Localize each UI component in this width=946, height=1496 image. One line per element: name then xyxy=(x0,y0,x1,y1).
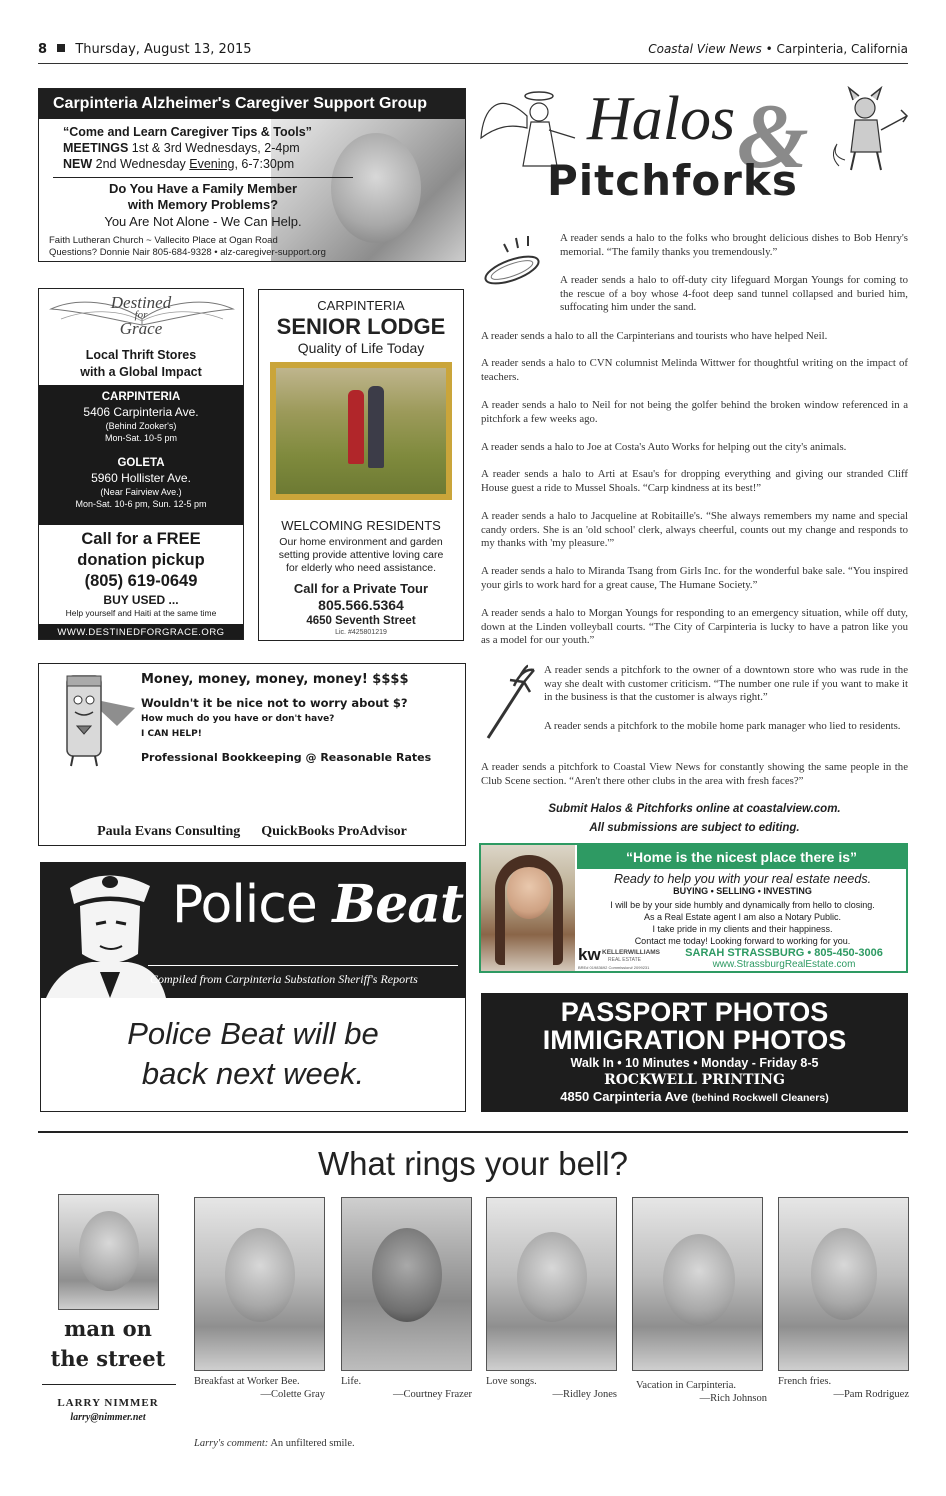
store1-note: (Behind Zooker's) xyxy=(105,421,177,431)
columnist-photo xyxy=(58,1194,159,1310)
money-line-3: I CAN HELP! xyxy=(141,729,202,739)
money-line-1: Wouldn't it be nice not to worry about $? xyxy=(141,696,408,710)
halo-item: A reader sends a halo to Morgan Youngs for responding to an emergency situation, while off duty, down at the Linden volleyball courts. “The City of Carpinteria is lucky to have a patron like you as a model for our youth.” xyxy=(481,607,908,647)
store2-address: 5960 Hollister Ave. xyxy=(91,471,191,485)
respondent-caption-5 xyxy=(778,1375,909,1401)
respondent-photo-2 xyxy=(341,1197,472,1371)
realtor-body-2: As a Real Estate agent I am also a Notary Public. xyxy=(643,912,842,922)
meetings-text: 1st & 3rd Wednesdays, 2-4pm xyxy=(131,141,300,155)
passport-line-4: ROCKWELL PRINTING xyxy=(604,1072,785,1088)
store1-name: CARPINTERIA xyxy=(101,391,181,403)
superhero-coin-icon xyxy=(47,668,137,768)
realtor-ad xyxy=(479,843,908,973)
respondent-photo-5 xyxy=(778,1197,909,1371)
larrys-comment xyxy=(194,1437,594,1450)
alz-not-alone: You Are Not Alone - We Can Help. xyxy=(104,214,302,229)
halo-icon xyxy=(480,232,552,288)
police-message-2: back next week. xyxy=(141,1056,365,1091)
lodge-name-2: SENIOR LODGE xyxy=(276,314,446,339)
page-header xyxy=(38,42,908,60)
dest-call-1: Call for a FREE xyxy=(81,530,201,548)
respondent-name: —Rich Johnson xyxy=(699,1393,767,1404)
issue-date: Thursday, August 13, 2015 xyxy=(75,42,252,57)
passport-line-5a: 4850 Carpinteria Ave xyxy=(560,1089,688,1104)
halo-item: A reader sends a halo to Arti at Esau's for dropping everything and giving our stranded Cliff House guest a ride to Mussel Shoals. “Carp kindness at its best!” xyxy=(481,468,908,494)
realtor-body-3: I take pride in my clients and their happiness. xyxy=(652,924,833,934)
header-rule xyxy=(38,63,908,64)
halos-submit-2: All submissions are subject to editing. xyxy=(589,822,800,834)
senior-lodge-ad xyxy=(258,289,464,641)
respondent-caption-4 xyxy=(636,1379,767,1405)
new-text-b: Evening xyxy=(189,157,235,171)
pitchfork-item: A reader sends a pitchfork to the owner of a downtown store who was rude in the way she dealt with customer criticism. “The number one rule if you want to make it in the business is that the customer is always right.” xyxy=(544,664,908,704)
halos-submit-1: Submit Halos & Pitchforks online at coastalview.com. xyxy=(548,803,841,815)
store2-name: GOLETA xyxy=(117,457,165,469)
money-footer-1: Paula Evans Consulting QuickBooks ProAdvisor xyxy=(97,824,407,839)
respondent-name: —Pam Rodriguez xyxy=(833,1389,909,1400)
kw-mark: kw xyxy=(578,945,601,964)
halo-item: A reader sends a halo to CVN columnist Melinda Wittwer for thoughtful writing on the impact of teachers. xyxy=(481,357,908,383)
respondent-answer: Love songs. xyxy=(486,1376,537,1387)
realtor-body-1: I will be by your side humbly and dynamically from hello to closing. xyxy=(610,900,875,910)
realtor-services: BUYING • SELLING • INVESTING xyxy=(673,886,812,896)
respondent-answer: French fries. xyxy=(778,1376,832,1387)
store1-hours: Mon-Sat. 10-5 pm xyxy=(104,433,178,443)
respondent-answer: Vacation in Carpinteria. xyxy=(636,1380,737,1391)
police-title-a: Police xyxy=(172,875,317,935)
realtor-license: BRE# 01983692 Commission# 2099231 xyxy=(578,965,650,970)
passport-line-5b: (behind Rockwell Cleaners) xyxy=(691,1092,829,1104)
lodge-name-1: CARPINTERIA xyxy=(317,298,405,313)
lodge-address: 4650 Seventh Street xyxy=(306,615,416,627)
store2-note: (Near Fairview Ave.) xyxy=(100,487,182,497)
realtor-body-4: Contact me today! Looking forward to working for you. xyxy=(634,936,851,946)
lodge-phone: 805.566.5364 xyxy=(318,597,404,613)
passport-line-2: IMMIGRATION PHOTOS xyxy=(542,1025,847,1055)
halo-item: A reader sends a halo to off-duty city lifeguard Morgan Youngs for coming to the rescue of a boy whose 4-foot deep sand tunnel collapsed and buried him, suffocating him under the sand. xyxy=(560,274,908,314)
pitchfork-item: A reader sends a pitchfork to Coastal View News for constantly showing the same people in the Club Scene section. “Aren't there other clubs in the area with fresh faces?” xyxy=(481,761,908,787)
store1-address: 5406 Carpinteria Ave. xyxy=(83,405,199,419)
halos-title-amp: & xyxy=(737,85,809,187)
devil-icon xyxy=(819,86,909,176)
respondent-name: —Courtney Frazer xyxy=(392,1389,472,1400)
respondent-photo-1 xyxy=(194,1197,325,1371)
realtor-agent: SARAH STRASSBURG • 805-450-3006 xyxy=(685,947,883,959)
logo-for: for xyxy=(134,309,148,321)
header-bullet xyxy=(57,44,65,52)
realtor-photo xyxy=(481,845,575,973)
money-line-4: Professional Bookkeeping @ Reasonable Rates xyxy=(141,751,432,764)
store2-hours: Mon-Sat. 10-6 pm, Sun. 12-5 pm xyxy=(75,499,207,509)
respondent-caption-1 xyxy=(194,1375,325,1401)
lodge-welcome: WELCOMING RESIDENTS xyxy=(281,518,441,533)
pitchfork-icon xyxy=(480,664,540,744)
dest-tag-1: Local Thrift Stores xyxy=(85,348,197,362)
passport-line-1: PASSPORT PHOTOS xyxy=(560,997,829,1027)
lodge-desc-3: for elderly who need assistance. xyxy=(286,562,436,574)
logo-grace: Grace xyxy=(119,319,163,338)
police-beat-banner xyxy=(40,862,466,998)
dest-call-2: donation pickup xyxy=(77,551,205,569)
page-number: 8 xyxy=(38,42,48,57)
alz-question-1: Do You Have a Family Member xyxy=(108,181,298,196)
halos-pitchforks-header xyxy=(479,86,909,216)
alz-question-2: with Memory Problems? xyxy=(127,197,279,212)
mos-email: larry@nimmer.net xyxy=(70,1412,146,1423)
pitchfork-item: A reader sends a pitchfork to the mobile home park manager who lied to residents. xyxy=(544,720,901,732)
dest-tag-2: with a Global Impact xyxy=(80,365,202,379)
respondent-answer: Life. xyxy=(341,1376,362,1387)
police-message-1: Police Beat will be xyxy=(127,1016,379,1051)
bookkeeping-ad xyxy=(38,663,466,846)
realtor-website: www.StrassburgRealEstate.com xyxy=(712,959,856,970)
halos-title-a: Halos xyxy=(587,85,736,153)
respondent-answer: Breakfast at Worker Bee. xyxy=(194,1376,300,1387)
lodge-call: Call for a Private Tour xyxy=(293,581,429,596)
mos-column-1: man on xyxy=(64,1316,152,1341)
section-divider xyxy=(38,1131,908,1133)
halo-item: A reader sends a halo to all the Carpinterians and tourists who have helped Neil. xyxy=(481,330,828,342)
passport-line-3: Walk In • 10 Minutes • Monday - Friday 8-5 xyxy=(570,1056,819,1070)
realtor-headline: “Home is the nicest place there is” xyxy=(577,845,906,869)
dest-phone: (805) 619-0649 xyxy=(84,572,198,590)
kw-brand-sub: REAL ESTATE xyxy=(608,957,641,963)
alz-contact: Questions? Donnie Nair 805-684-9328 • alz-caregiver-support.org xyxy=(49,247,326,258)
lodge-desc-2: setting provide attentive loving care xyxy=(278,549,444,561)
comment-text: An unfiltered smile. xyxy=(270,1438,355,1449)
respondent-photo-3 xyxy=(486,1197,617,1371)
police-subtitle: Compiled from Carpinteria Substation Sheriff's Reports xyxy=(150,972,418,986)
comment-label: Larry's comment: xyxy=(194,1438,269,1449)
realtor-tagline: Ready to help you with your real estate needs. xyxy=(613,872,872,886)
dest-help: Help yourself and Haiti at the same time xyxy=(65,608,217,618)
dest-buy-used: BUY USED ... xyxy=(103,593,179,607)
halo-item: A reader sends a halo to Jacqueline at Robitaille's. “She always remembers my name and special candy orders. She is an 'old school' clerk, always cheerful, counts out my change and responds to my thanks with 'my pleasure.'” xyxy=(481,510,908,550)
halo-item: A reader sends a halo to Miranda Tsang from Girls Inc. for the wonderful bake sale. “You inspired your girls to work hard for a great cause, The Humane Society.” xyxy=(481,565,908,591)
mos-column-2: the street xyxy=(50,1346,166,1371)
new-text-c: , 6-7:30pm xyxy=(234,157,295,171)
money-headline: Money, money, money, money! $$$$ xyxy=(141,672,409,687)
respondent-photo-4 xyxy=(632,1197,763,1371)
respondent-caption-2 xyxy=(341,1375,472,1401)
mos-author: LARRY NIMMER xyxy=(57,1397,159,1409)
logo-destined: Destined xyxy=(110,293,172,312)
lodge-photo-frame xyxy=(270,362,452,500)
new-label: NEW xyxy=(63,157,93,171)
alzheimer-support-ad xyxy=(38,88,466,262)
halo-item: A reader sends a halo to the folks who brought delicious dishes to Bob Henry's memorial. “The family thanks you tremendously.” xyxy=(560,232,908,258)
respondent-name: —Ridley Jones xyxy=(552,1389,617,1400)
passport-photos-ad xyxy=(481,993,908,1112)
police-title-b: Beat xyxy=(332,874,464,935)
police-beat-box xyxy=(40,998,466,1112)
mos-question: What rings your bell? xyxy=(318,1145,628,1182)
keller-williams-logo xyxy=(578,945,661,970)
halo-item: A reader sends a halo to Joe at Costa's Auto Works for helping out the city's animals. xyxy=(481,441,847,453)
publication-location: • Carpinteria, California xyxy=(765,42,908,56)
column-rule xyxy=(42,1384,176,1385)
respondent-name: —Colette Gray xyxy=(260,1389,325,1400)
alz-title: Carpinteria Alzheimer's Caregiver Support Group xyxy=(39,89,465,119)
meetings-label: MEETINGS xyxy=(63,141,129,155)
dest-website: WWW.DESTINEDFORGRACE.ORG xyxy=(39,624,243,640)
lodge-slogan: Quality of Life Today xyxy=(297,340,425,356)
kw-brand-name: KELLERWILLIAMS xyxy=(602,949,661,956)
publication-name: Coastal View News xyxy=(648,42,762,56)
money-line-2: How much do you have or don't have? xyxy=(141,714,335,724)
respondent-caption-3 xyxy=(486,1375,617,1401)
dest-stores-panel xyxy=(39,385,243,525)
halo-item: A reader sends a halo to Neil for not being the golfer behind the broken window referenced in a pitchfork a few weeks ago. xyxy=(481,399,908,425)
lodge-license: Lic. #425801219 xyxy=(335,629,387,636)
elderly-couple-photo xyxy=(276,368,446,494)
lodge-desc-1: Our home environment and garden xyxy=(279,536,443,548)
destined-for-grace-ad xyxy=(38,288,244,640)
new-text-a: 2nd Wednesday xyxy=(95,157,186,171)
halos-title-b: Pitchforks xyxy=(547,156,798,205)
alz-tagline: “Come and Learn Caregiver Tips & Tools” xyxy=(63,125,312,139)
alz-location: Faith Lutheran Church ~ Vallecito Place at Ogan Road xyxy=(49,235,278,246)
